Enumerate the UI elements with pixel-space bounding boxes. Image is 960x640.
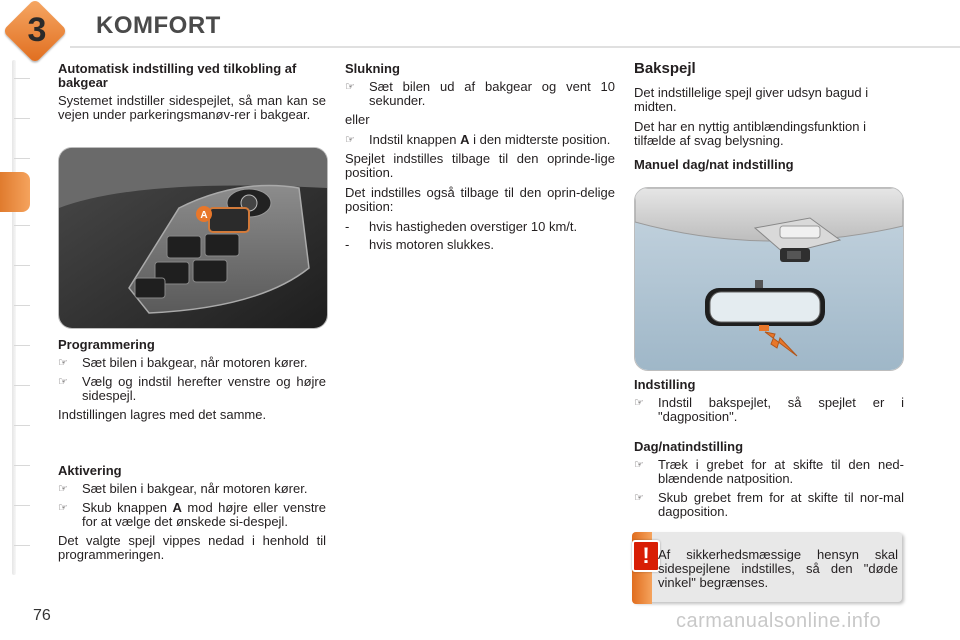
- pointing-hand-icon: ☞: [345, 81, 355, 93]
- list-item: ☞ Indstil knappen A i den midterste position.: [345, 132, 611, 147]
- tab-divider: [14, 545, 30, 546]
- tab-divider: [14, 465, 30, 466]
- pointing-hand-icon: ☞: [634, 459, 644, 471]
- paragraph: Systemet indstiller sidespejlet, så man kan se vejen under parkeringsmanøv-rer i bakgear.: [58, 93, 326, 122]
- section-heading: Automatisk indstilling ved tilkobling af bakgear: [58, 61, 297, 90]
- tab-divider: [14, 425, 30, 426]
- pointing-hand-icon: ☞: [58, 483, 68, 495]
- pointing-hand-icon: ☞: [58, 357, 68, 369]
- pointing-hand-icon: ☞: [58, 376, 68, 388]
- column-right: [634, 62, 904, 176]
- pointing-hand-icon: ☞: [634, 397, 644, 409]
- tab-divider: [14, 385, 30, 386]
- pointing-hand-icon: ☞: [634, 492, 644, 504]
- header-rule: [70, 46, 960, 48]
- sidebar-tabs: [0, 0, 34, 640]
- door-switch-figure: [58, 147, 328, 329]
- section-heading: Manuel dag/nat indstilling: [634, 157, 794, 172]
- exclamation-icon: !: [632, 540, 660, 572]
- list-item: ☞ Sæt bilen i bakgear, når motoren kører.: [58, 355, 308, 370]
- dash-marker: -: [345, 219, 350, 234]
- tab-divider: [14, 225, 30, 226]
- tab-divider: [14, 305, 30, 306]
- section-heading: Dag/natindstilling: [634, 439, 744, 454]
- list-item: - hvis hastigheden overstiger 10 km/t.: [345, 219, 578, 234]
- sidebar-rail: [12, 60, 16, 575]
- pointing-hand-icon: ☞: [345, 134, 355, 146]
- mirror-illustration: [635, 188, 903, 370]
- paragraph: Indstillingen lagres med det samme.: [58, 407, 267, 422]
- pointing-hand-icon: ☞: [58, 502, 68, 514]
- dash-marker: -: [345, 237, 350, 252]
- tab-divider: [14, 265, 30, 266]
- list-item: ☞ Vælg og indstil herefter venstre og højre sidespejl.: [58, 374, 326, 403]
- chapter-number: 3: [27, 11, 47, 49]
- paragraph: Spejlet indstilles tilbage til den oprinde-lige position.: [345, 151, 615, 180]
- section-heading: Aktivering: [58, 463, 122, 478]
- page-title: KOMFORT: [96, 12, 221, 39]
- tab-divider: [14, 78, 30, 79]
- warning-text: Af sikkerhedsmæssige hensyn skal sidespejlene indstilles, så den "døde vinkel" begrænses.: [658, 547, 898, 590]
- page-number: 76: [33, 607, 51, 624]
- paragraph: Det har en nyttig antiblændingsfunktion i tilfælde af svag belysning.: [634, 119, 866, 148]
- paragraph: Det indstillelige spejl giver udsyn bagud i midten.: [634, 85, 869, 114]
- list-item: - hvis motoren slukkes.: [345, 237, 494, 252]
- column-left-bottom: [58, 464, 326, 568]
- section-heading: Programmering: [58, 337, 155, 352]
- list-item: ☞ Sæt bilen i bakgear, når motoren kører.: [58, 481, 308, 496]
- active-chapter-tab[interactable]: [0, 172, 30, 212]
- mirror-figure: [634, 187, 904, 371]
- section-title: Bakspejl: [634, 60, 696, 77]
- watermark: carmanualsonline.info: [676, 610, 882, 632]
- column-right-lower: [634, 378, 904, 524]
- column-middle: [345, 62, 615, 256]
- list-item: ☞ Træk i grebet for at skifte til den ned-blændende natposition.: [634, 457, 904, 486]
- column-left: [58, 62, 326, 128]
- figure-label-a: A: [200, 210, 208, 221]
- list-item: ☞ Sæt bilen ud af bakgear og vent 10 sekunder.: [345, 79, 615, 108]
- list-item: ☞ Indstil bakspejlet, så spejlet er i "dagposition".: [634, 395, 904, 424]
- paragraph: Det indstilles også tilbage til den oprin-delige position:: [345, 185, 615, 214]
- list-item: ☞ Skub knappen A mod højre eller venstre for at vælge det ønskede si-despejl.: [58, 500, 326, 529]
- section-heading: Indstilling: [634, 377, 696, 392]
- paragraph: Det valgte spejl vippes nedad i henhold til programmeringen.: [58, 533, 326, 562]
- column-left-lower: [58, 338, 326, 428]
- tab-divider: [14, 345, 30, 346]
- tab-divider: [14, 118, 30, 119]
- tab-divider: [14, 158, 30, 159]
- list-item: ☞ Skub grebet frem for at skifte til nor-mal dagposition.: [634, 490, 904, 519]
- section-heading: Slukning: [345, 61, 400, 76]
- paragraph: eller: [345, 112, 370, 127]
- tab-divider: [14, 505, 30, 506]
- door-switch-illustration: [59, 148, 327, 328]
